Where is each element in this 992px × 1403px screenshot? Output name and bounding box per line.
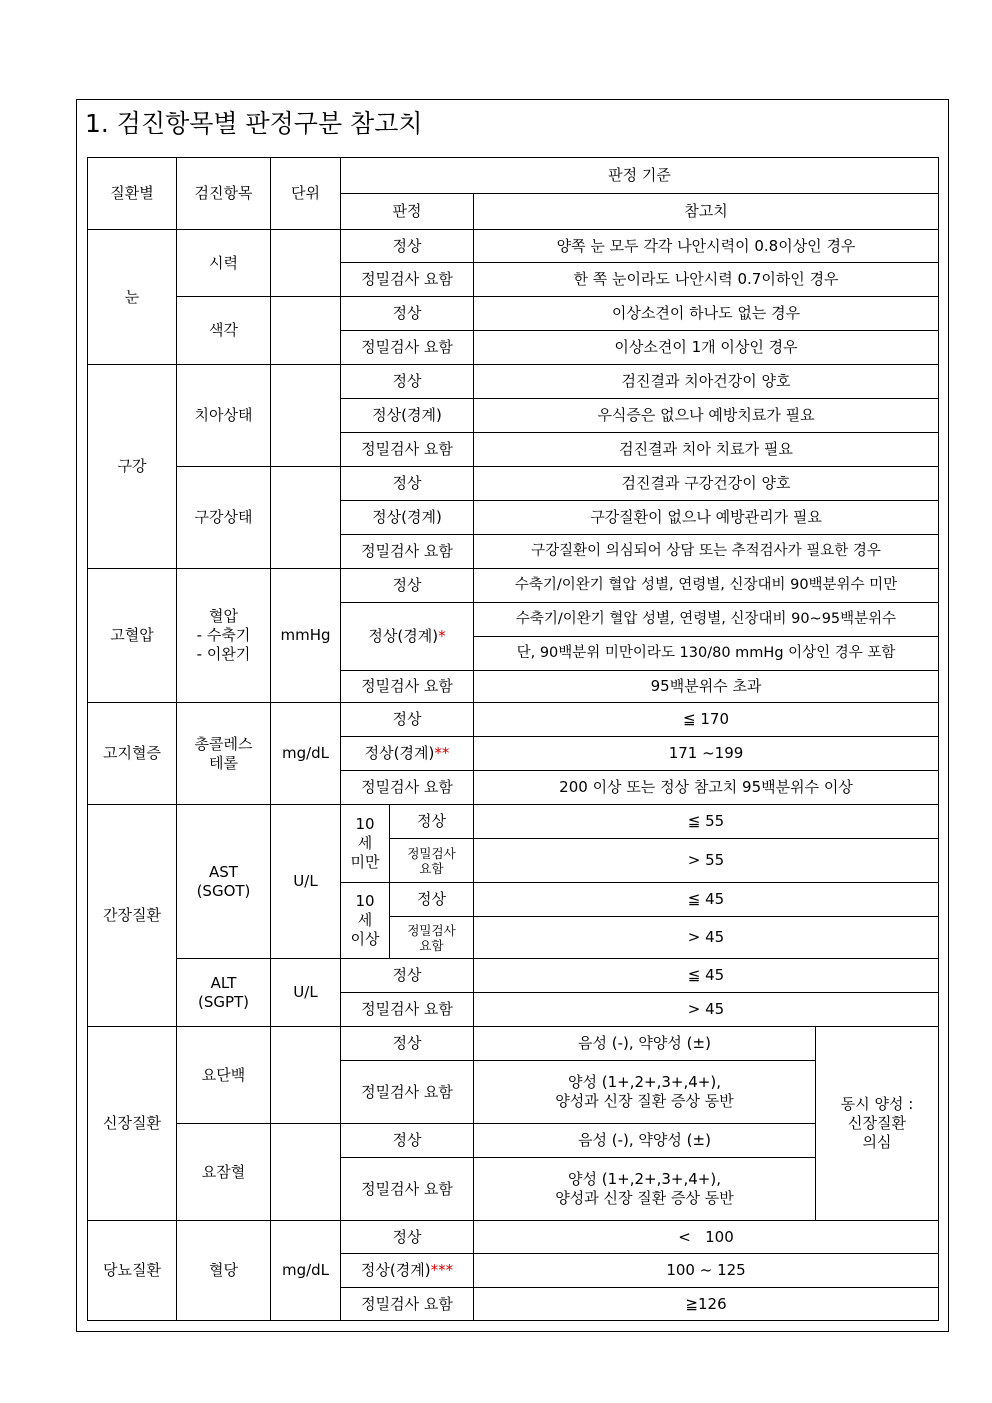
judgment-cell: [341, 737, 474, 771]
age-over-10: [341, 883, 390, 959]
judgment-text: 정상(경계): [364, 744, 435, 763]
reference-cell: [474, 1158, 816, 1221]
item-vision: 시력: [177, 230, 271, 297]
reference-cell: 단, 90백분위 미만이라도 130/80 mmHg 이상인 경우 포함: [474, 637, 939, 671]
reference-cell: 이상소견이 1개 이상인 경우: [474, 331, 939, 365]
category-lipid: 고지혈증: [88, 703, 177, 805]
item-bp-line1: 혈압: [209, 607, 238, 626]
item-blood: 요잠혈: [177, 1124, 271, 1221]
item-lipid-line1: 총콜레스: [194, 734, 253, 753]
item-bp: [177, 569, 271, 703]
age-under-10-line3: 미만: [350, 852, 380, 871]
age-over-10-line3: 이상: [350, 929, 380, 948]
category-eye: 눈: [88, 230, 177, 365]
table-row: [88, 297, 939, 331]
judgment-cell: 정밀검사 요함: [341, 1288, 474, 1321]
item-alt-line2: (SGPT): [197, 992, 250, 1011]
reference-cell: < 100: [474, 1221, 939, 1254]
kidney-note: [816, 1027, 939, 1221]
judgment-cell: 정상: [341, 1027, 474, 1061]
reference-cell: ≦ 170: [474, 703, 939, 737]
reference-cell: 이상소견이 하나도 없는 경우: [474, 297, 939, 331]
judgment-cell: [390, 839, 474, 883]
judgment-cell: 정밀검사 요함: [341, 671, 474, 703]
unit-glucose: mg/dL: [271, 1221, 341, 1321]
age-under-10-line1: 10: [355, 815, 375, 834]
reference-cell: 171 ~199: [474, 737, 939, 771]
reference-cell: 음성 (-), 약양성 (±): [474, 1124, 816, 1158]
reference-cell: 검진결과 치아건강이 양호: [474, 365, 939, 399]
judgment-cell: 정상(경계): [341, 501, 474, 535]
reference-cell: 검진결과 구강건강이 양호: [474, 467, 939, 501]
item-glucose: 혈당: [177, 1221, 271, 1321]
table-row: [88, 805, 939, 839]
item-ast-line1: AST: [209, 862, 238, 881]
judgment-cell: 정상: [341, 365, 474, 399]
unit-cell: [271, 1027, 341, 1124]
reference-line1: 양성 (1+,2+,3+,4+),: [568, 1170, 721, 1189]
reference-cell: 양쪽 눈 모두 각각 나안시력이 0.8이상인 경우: [474, 230, 939, 263]
table-row: [88, 1221, 939, 1254]
judgment-cell: 정상: [390, 805, 474, 839]
judgment-cell: 정상: [341, 703, 474, 737]
unit-cell: [271, 365, 341, 467]
reference-cell: 음성 (-), 약양성 (±): [474, 1027, 816, 1061]
table-row: [88, 959, 939, 993]
reference-cell: > 45: [474, 993, 939, 1027]
judgment-cell: [341, 1254, 474, 1288]
category-bp: 고혈압: [88, 569, 177, 703]
reference-cell: 95백분위수 초과: [474, 671, 939, 703]
reference-cell: ≦ 45: [474, 959, 939, 993]
age-under-10-line2: 세: [357, 834, 373, 853]
page-title: 1. 검진항목별 판정구분 참고치: [85, 109, 423, 138]
item-alt-line1: ALT: [210, 973, 237, 992]
reference-line2: 양성과 신장 질환 증상 동반: [555, 1189, 734, 1207]
reference-cell: 수축기/이완기 혈압 성별, 연령별, 신장대비 90~95백분위수: [474, 603, 939, 637]
unit-ast: U/L: [271, 805, 341, 959]
unit-alt: U/L: [271, 959, 341, 1027]
header-judgment: 판정: [341, 194, 474, 230]
judgment-cell: 정밀검사 요함: [341, 1061, 474, 1124]
unit-cell: [271, 1124, 341, 1221]
unit-cell: [271, 467, 341, 569]
age-under-10: [341, 805, 390, 883]
judgment-cell: 정상: [341, 1124, 474, 1158]
judgment-line1: 정밀검사: [407, 922, 456, 938]
footnote-mark: *: [438, 627, 446, 646]
reference-cell: 구강질환이 의심되어 상담 또는 추적검사가 필요한 경우: [474, 535, 939, 569]
reference-cell: ≦ 55: [474, 805, 939, 839]
item-bp-line2: - 수축기: [196, 626, 251, 645]
judgment-cell: 정밀검사 요함: [341, 1158, 474, 1221]
unit-cell: [271, 297, 341, 365]
category-liver: 간장질환: [88, 805, 177, 1027]
table-row: [88, 703, 939, 737]
table-row: [88, 1027, 939, 1061]
item-bp-line3: - 이완기: [196, 644, 251, 663]
kidney-note-line1: 동시 양성 :: [840, 1095, 914, 1114]
header-reference: 참고치: [474, 194, 939, 230]
judgment-cell: 정상: [341, 1221, 474, 1254]
category-diabetes: 당뇨질환: [88, 1221, 177, 1321]
table-row: [88, 365, 939, 399]
footnote-mark: **: [434, 744, 450, 763]
reference-cell: 수축기/이완기 혈압 성별, 연령별, 신장대비 90백분위수 미만: [474, 569, 939, 603]
reference-cell: 100 ~ 125: [474, 1254, 939, 1288]
judgment-cell: 정밀검사 요함: [341, 771, 474, 805]
item-ast: [177, 805, 271, 959]
header-unit: 단위: [271, 158, 341, 230]
reference-line1: 양성 (1+,2+,3+,4+),: [568, 1073, 721, 1092]
category-kidney: 신장질환: [88, 1027, 177, 1221]
age-over-10-line1: 10: [355, 892, 375, 911]
judgment-cell: 정상: [341, 467, 474, 501]
age-over-10-line2: 세: [357, 911, 373, 930]
item-teeth: 치아상태: [177, 365, 271, 467]
unit-lipid: mg/dL: [271, 703, 341, 805]
item-ast-line2: (SGOT): [196, 881, 251, 900]
header-disease: 질환별: [88, 158, 177, 230]
reference-cell: ≧126: [474, 1288, 939, 1321]
reference-cell: 우식증은 없으나 예방치료가 필요: [474, 399, 939, 433]
judgment-cell: 정상: [341, 230, 474, 263]
judgment-cell: 정밀검사 요함: [341, 263, 474, 297]
item-protein: 요단백: [177, 1027, 271, 1124]
item-lipid-line2: 테롤: [209, 753, 238, 772]
judgment-line2: 요함: [419, 937, 444, 953]
judgment-cell: 정상(경계): [341, 399, 474, 433]
kidney-note-line2: 신장질환: [848, 1114, 906, 1133]
judgment-text: 정상(경계): [368, 627, 439, 646]
item-alt: [177, 959, 271, 1027]
item-lipid: [177, 703, 271, 805]
judgment-text: 정상(경계): [360, 1261, 431, 1280]
table-row: [88, 467, 939, 501]
header-criteria: 판정 기준: [341, 158, 939, 194]
judgment-cell: 정밀검사 요함: [341, 993, 474, 1027]
footnote-mark: ***: [430, 1261, 454, 1280]
unit-bp: mmHg: [271, 569, 341, 703]
item-mouth: 구강상태: [177, 467, 271, 569]
judgment-cell: 정상: [341, 297, 474, 331]
judgment-line1: 정밀검사: [407, 845, 456, 861]
judgment-cell: 정밀검사 요함: [341, 535, 474, 569]
reference-cell: 검진결과 치아 치료가 필요: [474, 433, 939, 467]
item-color: 색각: [177, 297, 271, 365]
reference-cell: > 55: [474, 839, 939, 883]
table-row: [88, 230, 939, 263]
judgment-cell: [390, 917, 474, 959]
reference-cell: 구강질환이 없으나 예방관리가 필요: [474, 501, 939, 535]
header-item: 검진항목: [177, 158, 271, 230]
category-oral: 구강: [88, 365, 177, 569]
judgment-cell: 정밀검사 요함: [341, 433, 474, 467]
table-row: [88, 1124, 939, 1158]
table-row: [88, 569, 939, 603]
reference-cell: > 45: [474, 917, 939, 959]
judgment-cell: 정밀검사 요함: [341, 331, 474, 365]
judgment-cell: 정상: [341, 569, 474, 603]
judgment-line2: 요함: [419, 860, 444, 876]
judgment-cell: 정상: [390, 883, 474, 917]
reference-cell: 한 쪽 눈이라도 나안시력 0.7이하인 경우: [474, 263, 939, 297]
reference-cell: ≦ 45: [474, 883, 939, 917]
reference-cell: [474, 1061, 816, 1124]
kidney-note-line3: 의심: [862, 1132, 892, 1151]
unit-cell: [271, 230, 341, 297]
judgment-cell: 정상: [341, 959, 474, 993]
reference-cell: 200 이상 또는 정상 참고치 95백분위수 이상: [474, 771, 939, 805]
reference-table: [87, 157, 939, 1321]
judgment-cell: [341, 603, 474, 671]
reference-line2: 양성과 신장 질환 증상 동반: [555, 1092, 734, 1110]
